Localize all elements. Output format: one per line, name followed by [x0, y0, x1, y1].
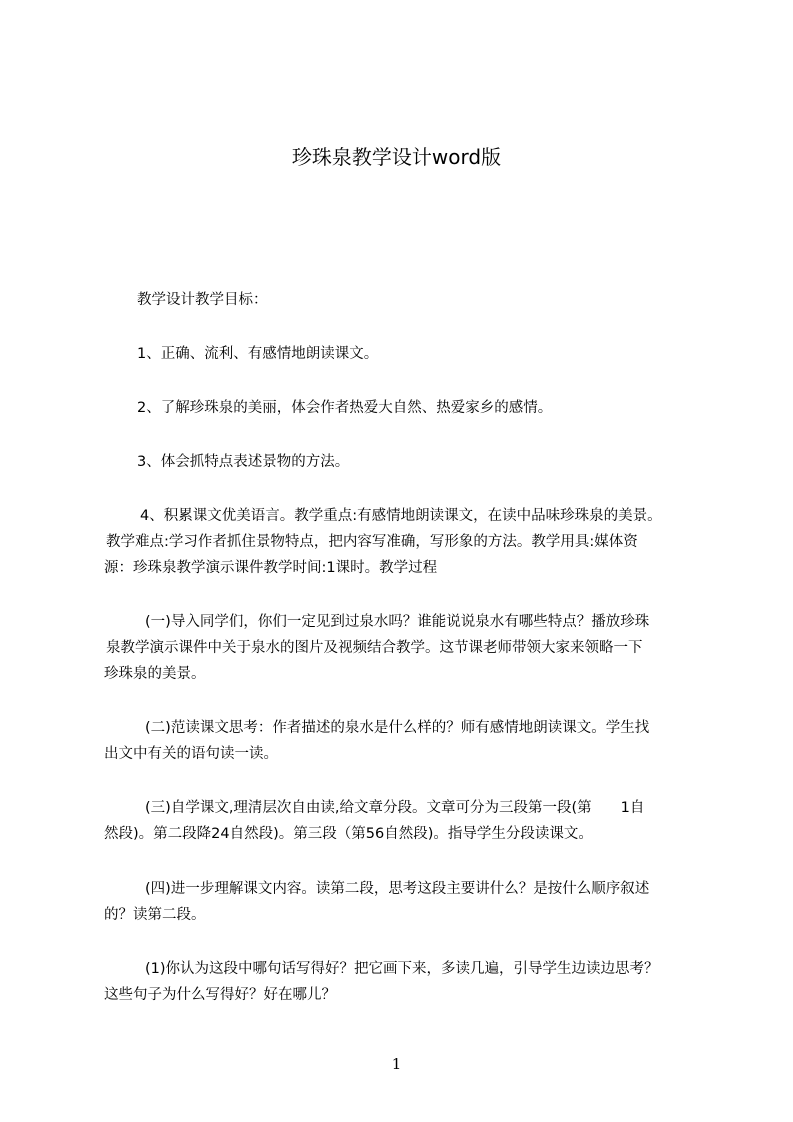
- text-line: 珍珠泉的美景。: [104, 666, 206, 682]
- paragraph-section-4: [104, 876, 704, 928]
- text-line: 出文中有关的语句读一读。: [104, 746, 278, 762]
- text-line: (1)你认为这段中哪句话写得好？把它画下来，多读几遍，引导学生边读边思考？: [145, 961, 659, 977]
- text-line: 教学难点:学习作者抓住景物特点，把内容写准确，写形象的方法。教学用具:媒体资: [106, 534, 638, 550]
- paragraph-objective-4: [104, 503, 704, 581]
- text-line: 教学设计教学目标：: [137, 292, 268, 308]
- paragraph-section-3: [104, 795, 704, 847]
- text-line: 的？读第二段。: [104, 907, 206, 923]
- paragraph-objective-1: [104, 341, 704, 367]
- document-title: 珍珠泉教学设计word版: [291, 145, 502, 169]
- page-number: 1: [391, 1055, 402, 1073]
- text-line: 源：珍珠泉教学演示课件教学时间:1课时。教学过程: [104, 560, 438, 576]
- text-line: 3、体会抓特点表述景物的方法。: [137, 454, 350, 470]
- paragraph-section-2: [104, 715, 704, 767]
- text-line: 这些句子为什么写得好？好在哪儿？: [104, 987, 336, 1003]
- text-line: 4、积累课文优美语言。教学重点:有感情地朗读课文，在读中品味珍珠泉的美景。: [140, 508, 662, 524]
- text-line: 2、了解珍珠泉的美丽，体会作者热爱大自然、热爱家乡的感情。: [137, 400, 553, 416]
- text-line: (二)范读课文思考：作者描述的泉水是什么样的？师有感情地朗读课文。学生找: [145, 720, 650, 736]
- text-line: 1、正确、流利、有感情地朗读课文。: [137, 346, 379, 362]
- paragraph-objective-2: [104, 395, 704, 421]
- text-line: 然段)。第二段降24自然段)。第三段（第56自然段)。指导学生分段读课文。: [104, 826, 593, 842]
- paragraph-question-1: [104, 956, 704, 1008]
- text-line: (一)导入同学们，你们一定见到过泉水吗？谁能说说泉水有哪些特点？播放珍珠: [145, 614, 650, 630]
- text-line: 泉教学演示课件中关于泉水的图片及视频结合教学。这节课老师带领大家来领略一下: [106, 640, 643, 656]
- text-line: (四)进一步理解课文内容。读第二段，思考这段主要讲什么？是按什么顺序叙述: [145, 881, 650, 897]
- paragraph-section-1: [104, 609, 704, 687]
- paragraph-objective-3: [104, 449, 704, 475]
- text-line: (三)自学课文,理清层次自由读,给文章分段。文章可分为三段第一段(第 1自: [145, 800, 645, 816]
- paragraph-objectives-heading: [104, 287, 704, 313]
